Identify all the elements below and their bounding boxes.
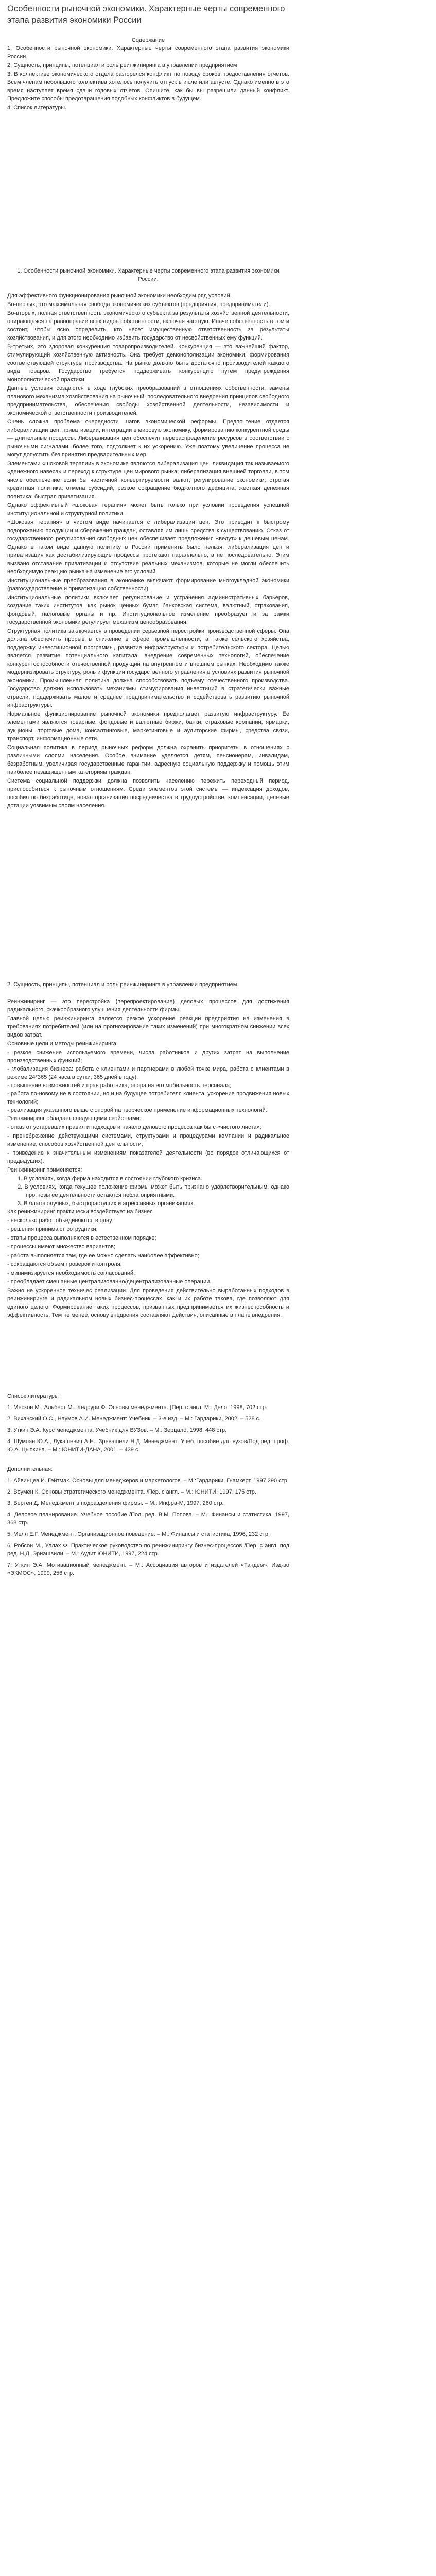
- paragraph: Данные условия создаются в ходе глубоких преобразований в отношениях собственности, замены планового механизма хозяйствования на рыночный, последовательного внедрения принципов свободного предпринимательства, обеспечения свободы хозяйственной деятельности, независимости и экономической ответственности производителей.: [7, 385, 289, 416]
- document: [7, 3, 289, 1581]
- list-item: 2. В условиях, когда текущее положение фирмы может быть признано удовлетворительным, однако прогнозы ее деятельности остаются неблагоприятными.: [18, 1184, 289, 1198]
- numbered-list: [7, 1175, 289, 1208]
- paragraph: Структурная политика заключается в проведении серьезной перестройки производственной сферы. Она должна обеспечить прорыв в снижение в сфере промышленности, а также сельского хозяйства, поддержку инвестиционной программы, развитие инфраструктуры и потребительского сектора. Целью является развитие потенциального капитала, внедрение современных технологий, обеспечение конкурентоспособности отечественной продукции на внутреннем и внешнем рынках. Необходимо также модернизировать структуру, роль и функции государственного управления в условиях развития рыночной экономики. Промышленная политика должна способствовать подъему отечественного производства. Государство должно использовать механизмы стимулирования инвестиций в стратегически важные отрасли, поддерживать малое и среднее предпринимательство и содействовать развитию рыночной инфраструктуры.: [7, 628, 289, 708]
- paragraph: В-третьих, это здоровая конкуренция товаропроизводителей. Конкуренция — это важнейший фактор, стимулирующий хозяйственную активность. Она требует демонополизации экономики, формирования соответствующей структуры производства. На рынке должно быть достаточно производителей каждого вида товаров. Государство требуется поддерживать конкуренцию путем предупреждения монополистической практики.: [7, 344, 289, 383]
- paragraph: Однако эффективный «шоковая терапия» может быть только при условии проведения успешной институциональной и структурной политики.: [7, 502, 289, 517]
- literature-item: 2. Виханский О.С., Наумов А.И. Менеджмент: Учебник. – 3-е изд. – М.: Гардарики, 2002. – 528 с.: [7, 1416, 261, 1422]
- paragraph: - работа выполняется там, где ее можно сделать наиболее эффективно;: [7, 1252, 199, 1259]
- paragraph: Важно не ускоренное техничес реализации. Для проведения действительно выработанных подходов в реинжиниринге и радикальном новых бизнес-процессах, как и их работе такова, где позволяют для единого целого. Формирование таких процессов, призванных предпринимается их жизнеспособность и эффективность. Тем не менее, основу внедрения составляют действия, описанные в плане внедрения.: [7, 1287, 289, 1318]
- toc-list: [7, 44, 289, 112]
- list-item: - резкое снижение используемого времени, числа работников и других затрат на выполнение производственных функций;: [7, 1049, 289, 1064]
- paragraph: Реинжиниринг — это перестройка (перепроектирование) деловых процессов для достижения радикального, скачкообразного улучшения деятельности фирмы.: [7, 998, 289, 1013]
- section1-title: 1. Особенности рыночной экономики. Характерные черты современного этапа развития экономики России.: [17, 268, 280, 282]
- paragraph: Как реинжиниринг практически воздействует на бизнес: [7, 1209, 153, 1215]
- toc-heading: Содержание: [131, 37, 165, 43]
- paragraph: Система социальной поддержки должна позволить населению пережить переходный период, приспособиться к рыночным отношениям. Среди элементов этой системы — индексация доходов, пособия по безработице, новая организация посредничества в трудоустройстве, компенсации, целевые дотации уязвимым слоям населения.: [7, 778, 289, 809]
- list-item: - реализация указанного выше с опорой на творческое применение информационных технологий.: [7, 1107, 267, 1113]
- literature-title: Список литературы: [7, 1393, 59, 1399]
- toc-item: 1. Особенности рыночной экономики. Характерные черты современного этапа развития экономики России.: [7, 45, 289, 60]
- paragraph: - сокращаются объем проверок и контроля;: [7, 1261, 122, 1267]
- paragraph: Во-вторых, полная ответственность экономического субъекта за результаты хозяйственной деятельности, опирающаяся на равноправие всех видов собственности, включая частную. Иначе собственность в том и состоит, чтобы ясно определить, кто несет имущественную ответственность за результаты хозяйствования, и для этого необходимо избавить государство от несвойственных ему функций.: [7, 310, 289, 341]
- paragraph: Элементами «шоковой терапии» в экономике являются либерализация цен, ликвидация так называемого «денежного навеса» и переход к структуре цен мирового рынка; либерализация внешней торговли, в том числе обеспечение если бы частичной конвертируемости валют; регулирование экономики; строгая кредитная политика; отмена субсидий, резкое сокращение бюджетного дефицита; жесткая денежная политика; быстрая приватизация.: [7, 461, 289, 500]
- paragraph: Во-первых, это максимальная свобода экономических субъектов (предприятия, предприниматели).: [7, 301, 270, 308]
- paragraph: Нормальное функционирование рыночной экономики предполагает развитую инфраструктуру. Ее элементами являются товарные, фондовые и валютные биржи, банки, страховые компании, ярмарки, аукционы, торговые дома, консалтинговые, маркетинговые и аудиторские фирмы, средства связи, транспорт, информационные сети.: [7, 711, 289, 742]
- list-item: - повышение возможностей и прав работника, опора на его мобильность персонала;: [7, 1082, 232, 1089]
- paragraph: - этапы процесса выполняются в естественном порядке;: [7, 1235, 156, 1241]
- paragraph: Реинжиниринг обладает следующими свойствами:: [7, 1115, 141, 1122]
- literature-item: 4. Деловое планирование. Учебное пособие /Под. ред. В.М. Попова. – М.: Финансы и статистика, 1997, 368 стр.: [7, 1512, 289, 1526]
- paragraph: - пренебрежение действующими системами, структурами и процедурами компании и радикальное изменение, способов хозяйственной деятельности;: [7, 1133, 289, 1147]
- paragraph: - приведение к значительным изменениям показателей деятельности (во порядок отличающихся от предыдущих).: [7, 1150, 289, 1164]
- section2-title: 2. Сущность, принципы, потенциал и роль реинжиниринга в управлении предприятием: [7, 981, 237, 988]
- literature-item: 1. Мескон М., Альберт М., Хедоури Ф. Основы менеджмента. (Пер. с англ. М.: Дело, 1998, 702 стр.: [7, 1404, 267, 1411]
- list-item: - глобализация бизнеса: работа с клиентами и партнерами в любой точке мира, работа с клиентами в режиме 24*365 (24 часа в сутки, 365 дней в году);: [7, 1066, 289, 1080]
- paragraph: Очень сложна проблема очередности шагов экономической реформы. Предпочтение отдается либерализации цен, приватизации, интеграции в мировую экономику, формированию конкурентной среды — длительные процессы. Либерализация цен обеспечит перераспределение ресурсов в соответствии с рыночными сигналами, более того, подтолкнет к их ускорению. Уже поэтому увеличение процесса не могут допустить без принятия предварительных мер.: [7, 419, 289, 458]
- list-item: - работа по-новому не в состоянии, но и на будущее потребителя клиента, ускорение продвижения новых технологий;: [7, 1091, 289, 1105]
- paragraph: Реинжиниринг применяется:: [7, 1167, 82, 1173]
- toc-item: 4. Список литературы.: [7, 105, 67, 111]
- section1-body: [7, 292, 289, 810]
- literature-item: 3. Вертен Д. Менеджмент в подразделения фирмы. – М.: Инфра-М, 1997, 260 стр.: [7, 1500, 224, 1506]
- literature-item: 1. Айвинцев И. Гейтмак. Основы для менеджеров и маркетологов. – М.:Гардарики, Гнамкерт, 1997.290 стр.: [7, 1478, 289, 1484]
- paragraph: «Шоковая терапия» в чистом виде начинается с либерализации цен. Это приводит к быстрому подорожанию продукции и сбережения граждан, оставляя им лишь средства к существованию. Отказ от государственного регулирования свободных цен обеспечивает предложения «ведут» к дешевым ценам. Однако в таком виде данную политику в России применить было нельзя, либерализация цен и приватизация как дестабилизирующие процессы протекают параллельно, а не последовательно. Этим вызвано отставание приватизации и отсутствие реальных механизмов, которые не могли обеспечить необходимую реакцию рынка на изменение его условий.: [7, 519, 289, 575]
- spacer: [7, 1457, 289, 1465]
- literature-subtitle: Дополнительная:: [7, 1466, 53, 1472]
- literature-item: 4. Шумоан Ю.А., Лукашевич А.Н., Зревашели Н.Д. Менеджмент: Учеб. пособие для вузов/Под ред. проф. Ю.А. Цыпкина. – М.: ЮНИТИ-ДАНА, 2001. – 439 с.: [7, 1438, 289, 1453]
- blank-space: [7, 810, 289, 980]
- paragraph: - процессы имеют множество вариантов;: [7, 1244, 115, 1250]
- paragraph: Социальная политика в период рыночных реформ должна охранить приоритеты в отношениях с различными слоями населения. Особое внимание уделяется детям, пенсионерам, инвалидам, безработным, увеличивая государственные гарантии, адресную социальную поддержку и помощь этим наиболее незащищенным категориям граждан.: [7, 744, 289, 775]
- literature-item: 3. Уткин Э.А. Курс менеджмента. Учебник для ВУЗов. – М.: Зерцало, 1998, 448 стр.: [7, 1427, 227, 1433]
- toc-item: 2. Сущность, принципы, потенциал и роль реинжиниринга в управлении предприятием: [7, 62, 237, 69]
- paragraph: - решения принимают сотрудники;: [7, 1226, 98, 1232]
- blank-space: [7, 1320, 289, 1392]
- paragraph: - минимизируется необходимость согласований;: [7, 1270, 135, 1276]
- paragraph: Для эффективного функционирования рыночной экономики необходим ряд условий.: [7, 293, 232, 299]
- literature-item: 2. Воумен К. Основы стратегического менеджмента. /Пер. с англ. – М.: ЮНИТИ, 1997, 175 стр.: [7, 1489, 256, 1495]
- literature-section: [7, 1392, 289, 1578]
- paragraph: - несколько работ объединяются в одну;: [7, 1217, 114, 1224]
- paragraph: Институциональные политики включает регулирование и устранения административных барьеров, создание таких институтов, как рынок ценных бумаг, банковская система, валютный, страхования, фондовый, налоговые органы и пр. Институциональное изменение преобразует и за рамки государственной экономики регулирует механизм ценообразования.: [7, 595, 289, 625]
- literature-item: 6. Робсон М., Уллах Ф. Практическое руководство по реинжинирингу бизнес-процессов /Пер. с англ. под ред. Н.Д. Эриашвили. – М.: Аудит ЮНИТИ, 1997, 224 стр.: [7, 1543, 289, 1557]
- goals-list: [7, 1048, 289, 1114]
- paragraph: Главной целью реинжиниринга является резкое ускорение реакции предприятия на изменения в требованиях потребителей (или на прогнозирование таких изменений) при многократном снижении всех видов затрат.: [7, 1015, 289, 1038]
- spacer: [7, 989, 289, 997]
- literature-item: 7. Уткин Э.А. Мотивационный менеджмент. – М.: Ассоциация авторов и издателей «Тандем», Изд-во «ЭКМОС», 1999, 256 стр.: [7, 1562, 289, 1577]
- blank-space: [7, 112, 289, 267]
- document-title: Особенности рыночной экономики. Характерные черты современного этапа развития экономики России: [7, 4, 285, 25]
- paragraph: - преобладает смешанные централизованно/децентрализованные операции.: [7, 1279, 212, 1285]
- paragraph: - отказ от устаревших правил и подходов и начало делового процесса как бы с «чистого листа»;: [7, 1124, 261, 1130]
- literature-item: 5. Мелл Е.Г. Менеджмент: Организационное поведение. – М.: Финансы и статистика, 1996, 232 стр.: [7, 1531, 270, 1537]
- spacer: [7, 283, 289, 292]
- paragraph: Основные цели и методы реинжиниринга:: [7, 1041, 118, 1047]
- list-item: 3. В благополучных, быстрорастущих и агрессивных организациях.: [18, 1200, 195, 1207]
- section2-body: [7, 997, 289, 1319]
- list-item: 1. В условиях, когда фирма находится в состоянии глубокого кризиса.: [18, 1176, 203, 1182]
- toc-item: 3. В коллективе экономического отдела разгорелся конфликт по поводу сроков предоставления отчетов. Всем членам небольшого коллектива хотелось получить отпуск в июле или августе. Однако именно в это время наступает время сдачи годовых отчетов. Опишите, как бы вы разрешили данный конфликт. Предложите способы предотвращения подобных конфликтов в будущем.: [7, 71, 289, 102]
- paragraph: Институциональные преобразования в экономике включают формирование многоукладной экономики (разгосударствление и приватизацию собственности).: [7, 578, 289, 592]
